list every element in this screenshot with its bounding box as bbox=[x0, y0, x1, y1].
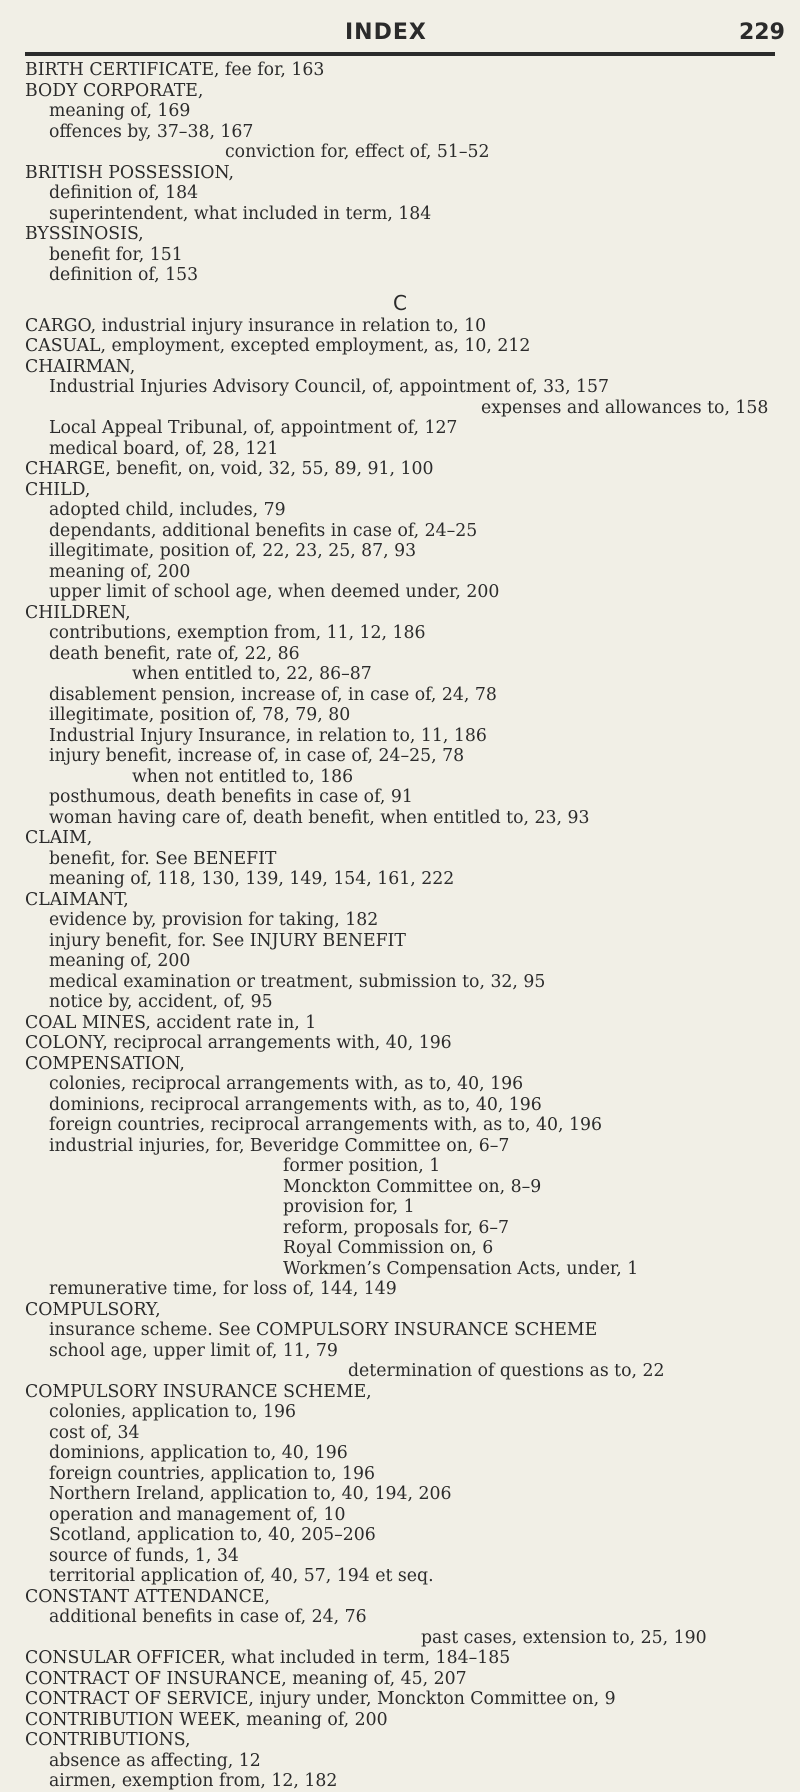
index-subentry: dominions, reciprocal arrangements with, as to, 40, 196 bbox=[49, 1094, 542, 1115]
index-subentry: illegitimate, position of, 78, 79, 80 bbox=[49, 705, 351, 725]
index-subentry: Northern Ireland, application to, 40, 194, 206 bbox=[49, 1484, 452, 1504]
index-subentry: dependants, additional benefits in case of, 24–25 bbox=[49, 520, 478, 541]
index-subentry: posthumous, death benefits in case of, 91 bbox=[49, 787, 413, 807]
index-heading: BRITISH POSSESSION, bbox=[25, 162, 234, 183]
index-subentry: cost of, 34 bbox=[49, 1422, 140, 1443]
index-heading: CONSTANT ATTENDANCE, bbox=[25, 1586, 270, 1607]
index-continuation: conviction for, effect of, 51–52 bbox=[225, 142, 490, 162]
index-subentry: Industrial Injuries Advisory Council, of, appointment of, 33, 157 bbox=[49, 377, 610, 397]
index-heading: BODY CORPORATE, bbox=[25, 80, 204, 101]
index-subentry: meaning of, 118, 130, 139, 149, 154, 161, 222 bbox=[49, 869, 455, 889]
index-subentry: absence as affecting, 12 bbox=[49, 1750, 261, 1771]
index-subentry: foreign countries, application to, 196 bbox=[49, 1463, 375, 1484]
index-continuation: former position, 1 bbox=[283, 1156, 441, 1176]
index-subentry: meaning of, 200 bbox=[49, 951, 191, 971]
index-subentry: injury benefit, increase of, in case of, 24–25, 78 bbox=[49, 746, 465, 766]
index-heading: CONTRIBUTION WEEK, meaning of, 200 bbox=[25, 1709, 388, 1730]
index-heading: CONTRACT OF INSURANCE, meaning of, 45, 207 bbox=[25, 1668, 467, 1689]
index-heading: CLAIM, bbox=[25, 828, 93, 848]
index-subentry: operation and management of, 10 bbox=[49, 1504, 346, 1525]
index-subentry: contributions, exemption from, 11, 12, 186 bbox=[49, 623, 426, 643]
index-subentry: airmen, exemption from, 12, 182 bbox=[49, 1771, 338, 1791]
index-subentry: source of funds, 1, 34 bbox=[49, 1545, 239, 1566]
index-heading: CHARGE, benefit, on, void, 32, 55, 89, 91, 100 bbox=[25, 459, 434, 479]
index-continuation: determination of questions as to, 22 bbox=[348, 1361, 665, 1381]
index-continuation: past cases, extension to, 25, 190 bbox=[421, 1627, 707, 1648]
index-subentry: woman having care of, death benefit, when entitled to, 23, 93 bbox=[49, 807, 590, 828]
index-subentry: notice by, accident, of, 95 bbox=[49, 992, 273, 1012]
index-continuation: provision for, 1 bbox=[283, 1197, 415, 1217]
index-subentry: industrial injuries, for, Beveridge Committee on, 6–7 bbox=[49, 1135, 510, 1156]
index-heading: COMPENSATION, bbox=[25, 1053, 185, 1074]
index-subentry: school age, upper limit of, 11, 79 bbox=[49, 1340, 338, 1361]
header-rule bbox=[25, 52, 775, 56]
index-subentry: foreign countries, reciprocal arrangements with, as to, 40, 196 bbox=[49, 1115, 603, 1135]
index-subentry: insurance scheme. See COMPULSORY INSURANCE SCHEME bbox=[49, 1320, 598, 1340]
section-letter: C bbox=[393, 290, 407, 315]
index-subentry: medical board, of, 28, 121 bbox=[49, 438, 279, 459]
index-subentry: adopted child, includes, 79 bbox=[49, 500, 286, 520]
index-subentry: Industrial Injury Insurance, in relation to, 11, 186 bbox=[49, 725, 487, 746]
index-continuation: Monckton Committee on, 8–9 bbox=[283, 1176, 542, 1197]
index-heading: COLONY, reciprocal arrangements with, 40, 196 bbox=[25, 1033, 452, 1053]
page-header bbox=[0, 20, 800, 44]
index-heading: COMPULSORY, bbox=[25, 1299, 161, 1320]
index-subentry: territorial application of, 40, 57, 194 et seq. bbox=[49, 1566, 434, 1586]
index-heading: BYSSINOSIS, bbox=[25, 224, 144, 244]
index-heading: CARGO, industrial injury insurance in relation to, 10 bbox=[25, 315, 487, 336]
index-subentry: meaning of, 169 bbox=[49, 101, 191, 121]
page-number: 229 bbox=[739, 20, 785, 45]
index-subentry: Local Appeal Tribunal, of, appointment of, 127 bbox=[49, 418, 458, 438]
index-subentry: disablement pension, increase of, in case of, 24, 78 bbox=[49, 684, 497, 705]
index-heading: CHAIRMAN, bbox=[25, 356, 136, 377]
index-continuation: when entitled to, 22, 86–87 bbox=[132, 664, 372, 684]
index-continuation: when not entitled to, 186 bbox=[132, 766, 354, 787]
index-continuation: Royal Commission on, 6 bbox=[283, 1238, 494, 1258]
running-head: INDEX bbox=[345, 20, 427, 45]
index-subentry: colonies, application to, 196 bbox=[49, 1402, 297, 1422]
index-subentry: medical examination or treatment, submission to, 32, 95 bbox=[49, 971, 546, 992]
index-subentry: upper limit of school age, when deemed under, 200 bbox=[49, 582, 500, 602]
index-subentry: definition of, 184 bbox=[49, 183, 199, 203]
index-heading: CONTRIBUTIONS, bbox=[25, 1730, 191, 1750]
index-subentry: benefit for, 151 bbox=[49, 244, 183, 265]
index-subentry: meaning of, 200 bbox=[49, 561, 191, 582]
index-subentry: superintendent, what included in term, 184 bbox=[49, 203, 432, 224]
index-subentry: remunerative time, for loss of, 144, 149 bbox=[49, 1279, 397, 1299]
index-heading: COAL MINES, accident rate in, 1 bbox=[25, 1012, 317, 1033]
index-list bbox=[0, 60, 800, 1792]
index-subentry: benefit, for. See BENEFIT bbox=[49, 848, 277, 869]
index-heading: CLAIMANT, bbox=[25, 889, 129, 910]
index-heading: BIRTH CERTIFICATE, fee for, 163 bbox=[25, 60, 325, 80]
index-subentry: death benefit, rate of, 22, 86 bbox=[49, 643, 300, 664]
index-heading: CONTRACT OF SERVICE, injury under, Monckton Committee on, 9 bbox=[25, 1689, 616, 1709]
index-subentry: injury benefit, for. See INJURY BENEFIT bbox=[49, 930, 406, 951]
index-continuation: Workmen’s Compensation Acts, under, 1 bbox=[283, 1258, 639, 1279]
index-subentry: evidence by, provision for taking, 182 bbox=[49, 910, 379, 930]
index-subentry: colonies, reciprocal arrangements with, as to, 40, 196 bbox=[49, 1074, 524, 1094]
index-subentry: dominions, application to, 40, 196 bbox=[49, 1443, 348, 1463]
index-heading: CHILDREN, bbox=[25, 602, 131, 623]
index-subentry: Scotland, application to, 40, 205–206 bbox=[49, 1525, 376, 1545]
index-subentry: illegitimate, position of, 22, 23, 25, 87, 93 bbox=[49, 541, 417, 561]
index-continuation: expenses and allowances to, 158 bbox=[481, 397, 769, 418]
index-heading: CHILD, bbox=[25, 479, 91, 500]
index-subentry: additional benefits in case of, 24, 76 bbox=[49, 1607, 367, 1627]
index-continuation: reform, proposals for, 6–7 bbox=[283, 1217, 509, 1238]
index-heading: CASUAL, employment, excepted employment, as, 10, 212 bbox=[25, 336, 531, 356]
index-subentry: offences by, 37–38, 167 bbox=[49, 121, 254, 142]
index-subentry: definition of, 153 bbox=[49, 265, 199, 285]
index-heading: CONSULAR OFFICER, what included in term, 184–185 bbox=[25, 1648, 511, 1668]
index-heading: COMPULSORY INSURANCE SCHEME, bbox=[25, 1381, 372, 1402]
